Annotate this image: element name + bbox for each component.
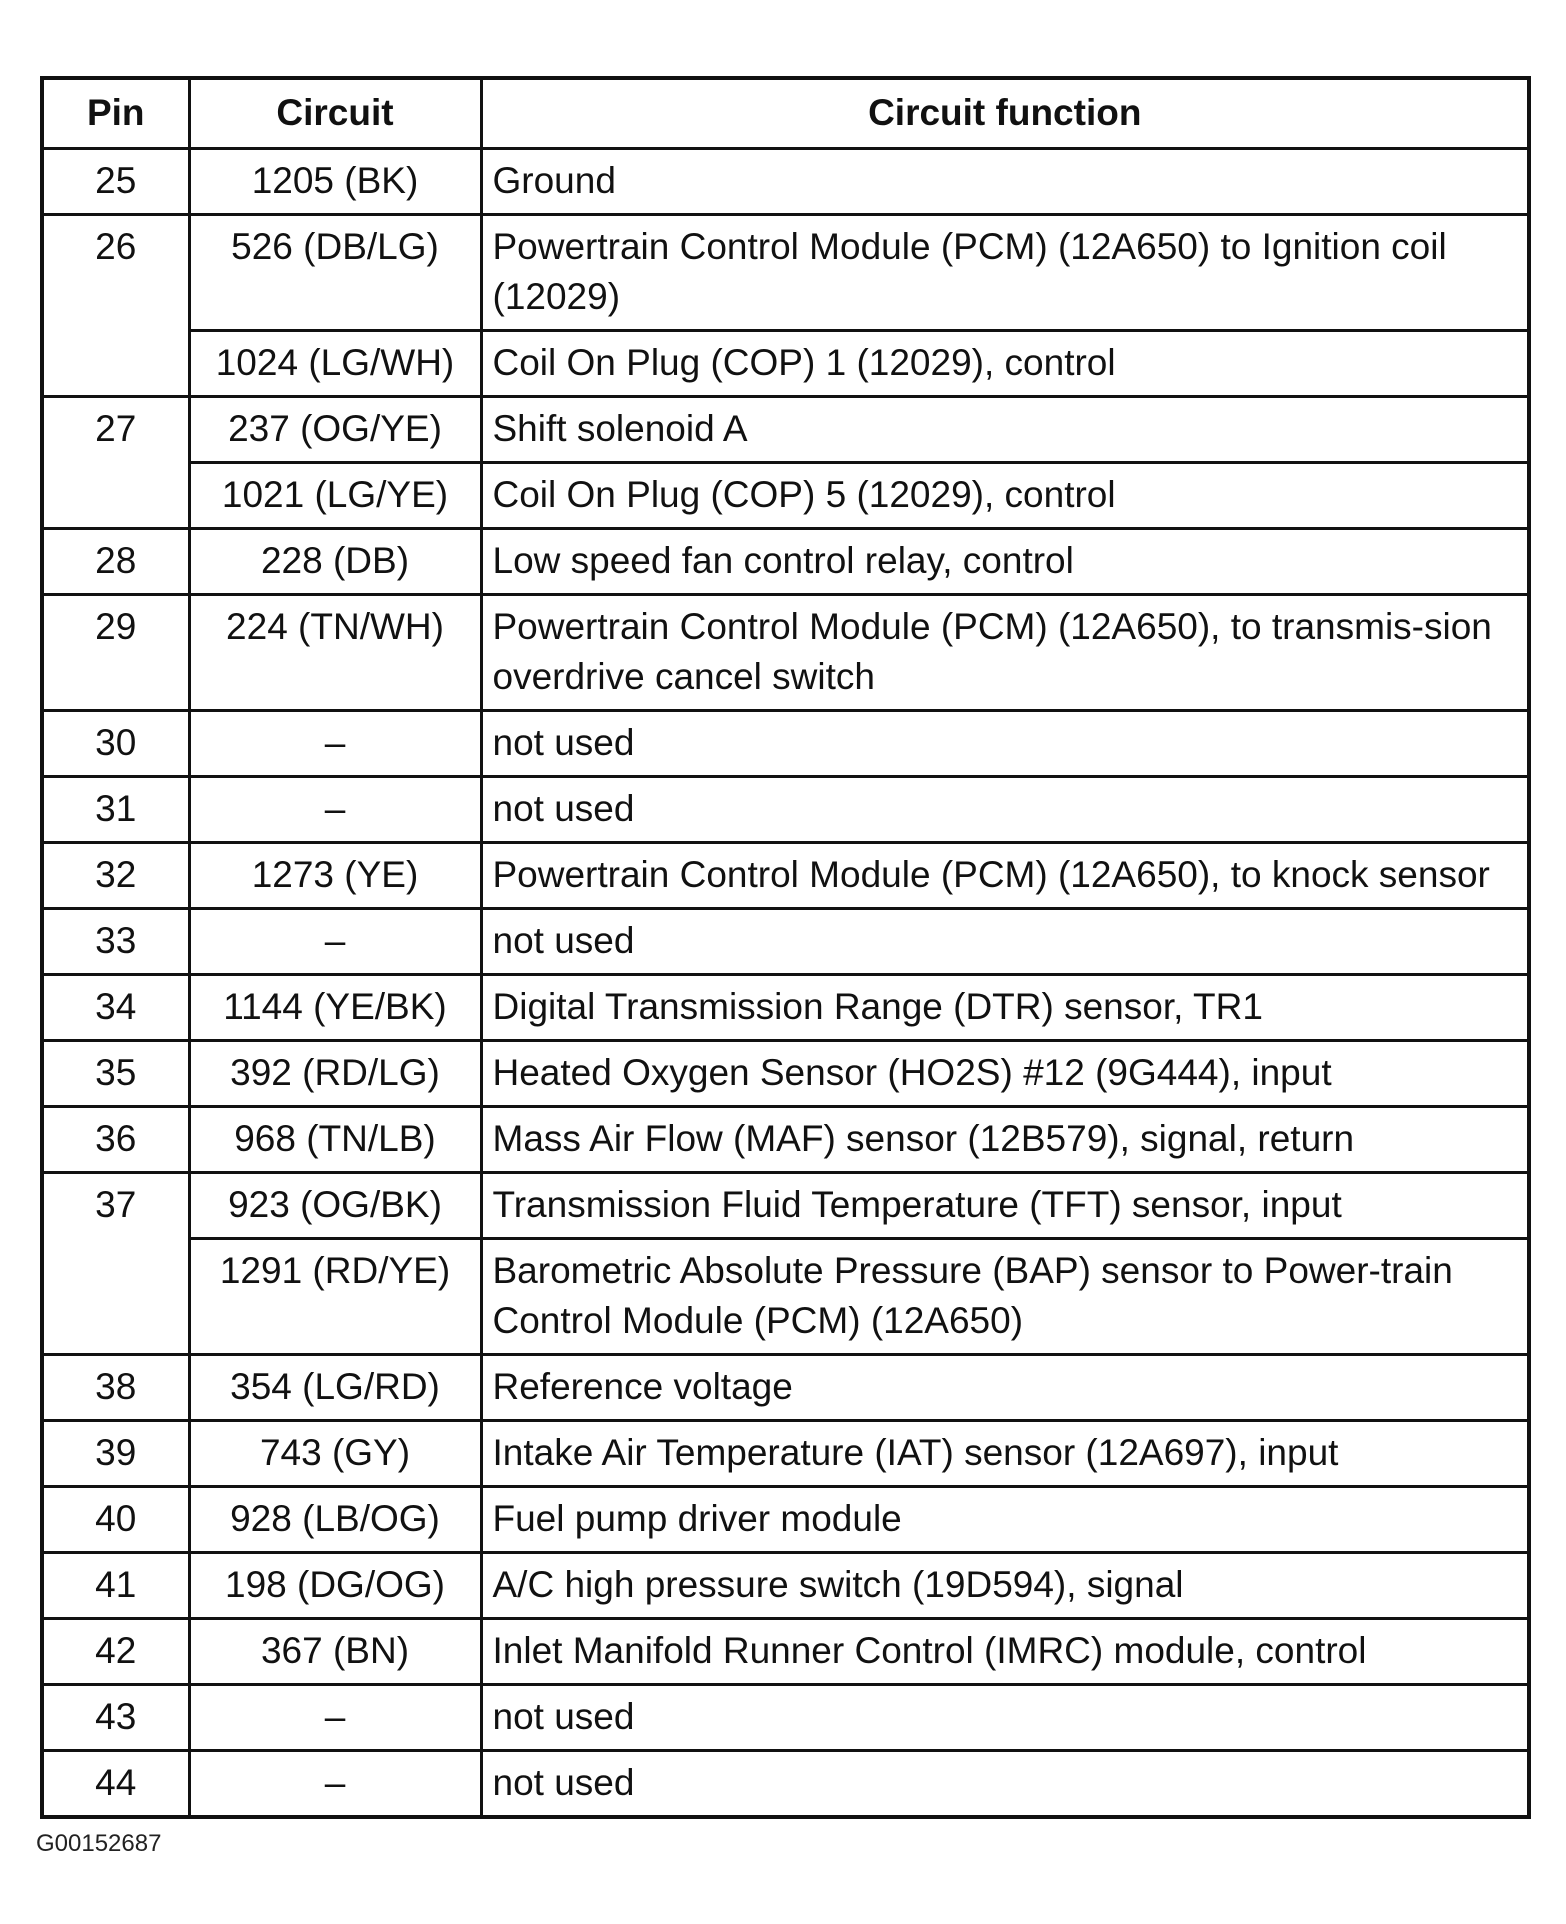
circuit-cell: 968 (TN/LB) [189, 1107, 481, 1173]
header-circuit: Circuit [189, 78, 481, 149]
circuit-cell: 526 (DB/LG) [189, 215, 481, 331]
circuit-function-cell: A/C high pressure switch (19D594), signal [481, 1553, 1529, 1619]
circuit-cell: 743 (GY) [189, 1421, 481, 1487]
circuit-cell: 1021 (LG/YE) [189, 463, 481, 529]
pin-cell: 41 [42, 1553, 189, 1619]
table-row [42, 1685, 1529, 1751]
circuit-cell: – [189, 777, 481, 843]
header-circuit-function: Circuit function [481, 78, 1529, 149]
circuit-cell: 367 (BN) [189, 1619, 481, 1685]
circuit-function-cell: Powertrain Control Module (PCM) (12A650) to Ignition coil (12029) [481, 215, 1529, 331]
table-row [42, 1173, 1529, 1239]
header-row [42, 78, 1529, 149]
circuit-function-cell: Transmission Fluid Temperature (TFT) sensor, input [481, 1173, 1529, 1239]
table-row [42, 1553, 1529, 1619]
circuit-cell: 928 (LB/OG) [189, 1487, 481, 1553]
circuit-cell: 1024 (LG/WH) [189, 331, 481, 397]
circuit-function-cell: Intake Air Temperature (IAT) sensor (12A697), input [481, 1421, 1529, 1487]
table-body [42, 149, 1529, 1818]
circuit-cell: – [189, 1751, 481, 1818]
pin-cell: 37 [42, 1173, 189, 1355]
table-row [42, 909, 1529, 975]
circuit-function-cell: Heated Oxygen Sensor (HO2S) #12 (9G444), input [481, 1041, 1529, 1107]
table-row [42, 975, 1529, 1041]
table-row [42, 1751, 1529, 1818]
pin-cell: 32 [42, 843, 189, 909]
circuit-function-cell: not used [481, 777, 1529, 843]
circuit-cell: 923 (OG/BK) [189, 1173, 481, 1239]
figure-id: G00152687 [36, 1830, 162, 1857]
circuit-cell: 237 (OG/YE) [189, 397, 481, 463]
table-row [42, 1239, 1529, 1355]
circuit-function-cell: Powertrain Control Module (PCM) (12A650), to transmis-sion overdrive cancel switch [481, 595, 1529, 711]
table-row [42, 711, 1529, 777]
pin-cell: 42 [42, 1619, 189, 1685]
circuit-cell: 392 (RD/LG) [189, 1041, 481, 1107]
circuit-cell: – [189, 909, 481, 975]
circuit-function-cell: not used [481, 1751, 1529, 1818]
header-pin: Pin [42, 78, 189, 149]
circuit-function-cell: Inlet Manifold Runner Control (IMRC) module, control [481, 1619, 1529, 1685]
table-row [42, 215, 1529, 331]
circuit-cell: – [189, 711, 481, 777]
pin-cell: 28 [42, 529, 189, 595]
circuit-function-cell: not used [481, 711, 1529, 777]
pin-cell: 40 [42, 1487, 189, 1553]
pin-cell: 35 [42, 1041, 189, 1107]
table-row [42, 1487, 1529, 1553]
circuit-cell: 1144 (YE/BK) [189, 975, 481, 1041]
table-row [42, 1041, 1529, 1107]
table-row [42, 331, 1529, 397]
circuit-function-cell: Digital Transmission Range (DTR) sensor, TR1 [481, 975, 1529, 1041]
circuit-function-cell: Fuel pump driver module [481, 1487, 1529, 1553]
circuit-cell: 224 (TN/WH) [189, 595, 481, 711]
circuit-function-cell: Ground [481, 149, 1529, 215]
circuit-cell: 1205 (BK) [189, 149, 481, 215]
pin-cell: 36 [42, 1107, 189, 1173]
circuit-cell: – [189, 1685, 481, 1751]
pin-cell: 30 [42, 711, 189, 777]
table-row [42, 777, 1529, 843]
circuit-cell: 198 (DG/OG) [189, 1553, 481, 1619]
circuit-function-cell: Coil On Plug (COP) 1 (12029), control [481, 331, 1529, 397]
pin-cell: 26 [42, 215, 189, 397]
circuit-function-cell: Coil On Plug (COP) 5 (12029), control [481, 463, 1529, 529]
pin-cell: 43 [42, 1685, 189, 1751]
connector-pin-table [40, 76, 1531, 1819]
circuit-cell: 354 (LG/RD) [189, 1355, 481, 1421]
circuit-cell: 1291 (RD/YE) [189, 1239, 481, 1355]
circuit-function-cell: not used [481, 1685, 1529, 1751]
table-row [42, 529, 1529, 595]
circuit-cell: 228 (DB) [189, 529, 481, 595]
circuit-function-cell: Shift solenoid A [481, 397, 1529, 463]
pin-cell: 25 [42, 149, 189, 215]
circuit-function-cell: Reference voltage [481, 1355, 1529, 1421]
circuit-cell: 1273 (YE) [189, 843, 481, 909]
table-row [42, 397, 1529, 463]
circuit-function-cell: Mass Air Flow (MAF) sensor (12B579), signal, return [481, 1107, 1529, 1173]
pin-cell: 34 [42, 975, 189, 1041]
table-row [42, 843, 1529, 909]
table-row [42, 1107, 1529, 1173]
table-row [42, 1355, 1529, 1421]
pin-cell: 38 [42, 1355, 189, 1421]
table-row [42, 1421, 1529, 1487]
pin-cell: 39 [42, 1421, 189, 1487]
circuit-function-cell: Barometric Absolute Pressure (BAP) sensor to Power-train Control Module (PCM) (12A650) [481, 1239, 1529, 1355]
pin-cell: 31 [42, 777, 189, 843]
circuit-function-cell: Powertrain Control Module (PCM) (12A650), to knock sensor [481, 843, 1529, 909]
pin-cell: 29 [42, 595, 189, 711]
table-row [42, 1619, 1529, 1685]
circuit-function-cell: Low speed fan control relay, control [481, 529, 1529, 595]
table-row [42, 149, 1529, 215]
pin-cell: 44 [42, 1751, 189, 1818]
pin-cell: 27 [42, 397, 189, 529]
circuit-function-cell: not used [481, 909, 1529, 975]
pin-cell: 33 [42, 909, 189, 975]
table-row [42, 463, 1529, 529]
table-row [42, 595, 1529, 711]
